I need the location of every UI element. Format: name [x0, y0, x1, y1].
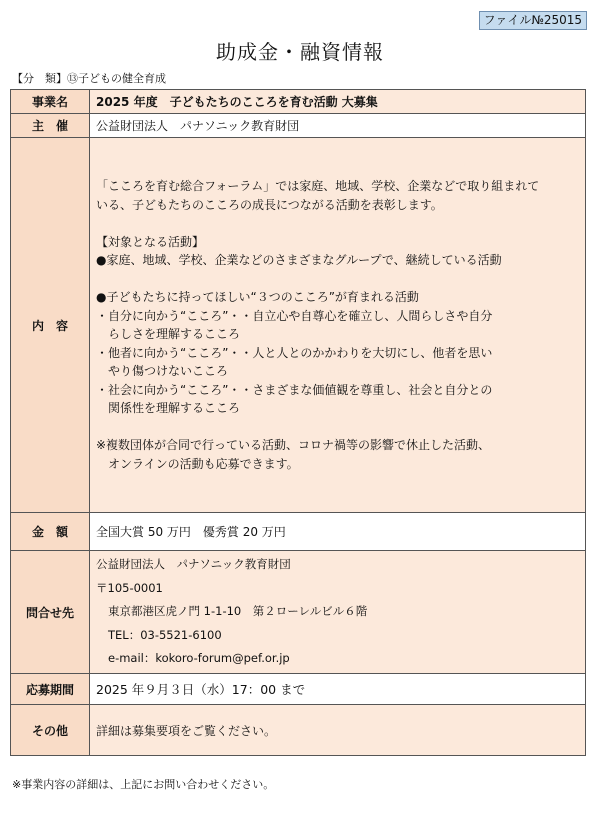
- value-other: 詳細は募集要項をご覧ください。: [90, 705, 586, 756]
- row-amount: [11, 513, 586, 551]
- value-contact: [90, 551, 586, 674]
- value-deadline: 2025 年９月３日（水）17：00 まで: [90, 674, 586, 705]
- row-project: [11, 90, 586, 114]
- contact-address: 東京都港区虎ノ門 1-1-10 第２ローレルビル６階: [108, 604, 368, 619]
- content-line: 「こころを育む総合フォーラム」では家庭、地域、学校、企業などで取り組まれて: [96, 179, 540, 193]
- content-line: ●家庭、地域、学校、企業などのさまざまなグループで、継続している活動: [96, 253, 502, 267]
- label-amount: 金 額: [11, 513, 90, 551]
- content-spacer: [96, 418, 579, 437]
- footnote: ※事業内容の詳細は、上記にお問い合わせください。: [12, 778, 275, 791]
- content-line: いる、子どもたちのこころの成長につながる活動を表彰します。: [96, 197, 443, 212]
- value-project: 2025 年度 子どもたちのこころを育む活動 大募集: [90, 90, 586, 114]
- value-content: [90, 138, 586, 513]
- category-label: 【分 類】⑬子どもの健全育成: [12, 72, 166, 85]
- label-project: 事業名: [11, 90, 90, 114]
- value-organizer: 公益財団法人 パナソニック教育財団: [90, 114, 586, 138]
- row-deadline: [11, 674, 586, 705]
- content-line: オンラインの活動も応募できます。: [96, 456, 299, 471]
- content-line: 関係性を理解するこころ: [96, 401, 241, 415]
- info-table: [10, 89, 586, 756]
- contact-org: 公益財団法人 パナソニック教育財団: [96, 557, 291, 572]
- content-line: ・社会に向かう“こころ”・・さまざまな価値観を尊重し、社会と自分との: [96, 382, 493, 397]
- contact-postal: 〒105-0001: [96, 580, 163, 595]
- page-title: 助成金・融資情報: [216, 40, 384, 64]
- row-organizer: [11, 114, 586, 138]
- row-other: [11, 705, 586, 756]
- row-contact: [11, 551, 586, 674]
- contact-email: e-mail：kokoro-forum@pef.or.jp: [108, 651, 290, 666]
- value-amount: 全国大賞 50 万円 優秀賞 20 万円: [90, 513, 586, 551]
- content-spacer: [96, 214, 579, 233]
- row-content: [11, 138, 586, 513]
- content-line: やり傷つけないこころ: [96, 364, 229, 378]
- label-organizer: 主 催: [11, 114, 90, 138]
- label-other: その他: [11, 705, 90, 756]
- content-line: らしさを理解するこころ: [96, 327, 241, 341]
- file-number-badge: ファイル№25015: [479, 11, 587, 30]
- content-line: 【対象となる活動】: [96, 234, 205, 249]
- content-line: ※複数団体が合同で行っている活動、コロナ禍等の影響で休止した活動、: [96, 438, 491, 452]
- content-line: ・自分に向かう“こころ”・・自立心や自尊心を確立し、人間らしさや自分: [96, 308, 493, 323]
- label-deadline: 応募期間: [11, 674, 90, 705]
- label-content: 内 容: [11, 138, 90, 513]
- content-line: ・他者に向かう“こころ”・・人と人とのかかわりを大切にし、他者を思い: [96, 345, 493, 360]
- contact-tel: TEL：03-5521-6100: [108, 627, 222, 642]
- label-contact: 問合せ先: [11, 551, 90, 674]
- content-line: ●子どもたちに持ってほしい“３つのこころ”が育まれる活動: [96, 290, 419, 304]
- content-spacer: [96, 270, 579, 289]
